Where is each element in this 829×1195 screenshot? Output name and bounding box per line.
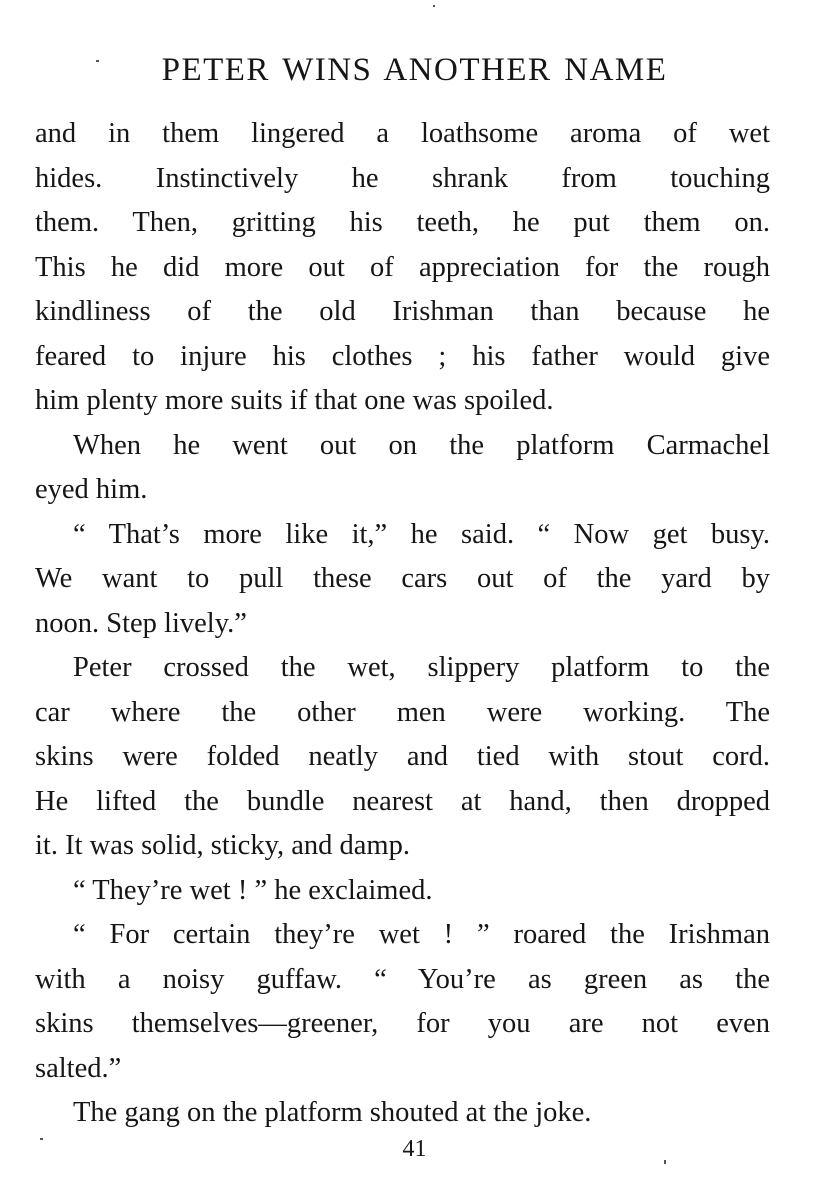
- text-line: “ They’re wet ! ” he exclaimed.: [73, 874, 433, 906]
- text-line: “ That’s more like it,” he said. “ Now get busy.: [73, 518, 770, 550]
- text-line: eyed him.: [35, 474, 148, 505]
- text-line: and in them lingered a loathsome aroma of wet: [35, 118, 770, 149]
- text-line: hides. Instinctively he shrank from touching: [35, 162, 770, 194]
- text-line: kindliness of the old Irishman than because he: [35, 296, 770, 327]
- text-line: it. It was solid, sticky, and damp.: [35, 830, 410, 861]
- text-line: with a noisy guffaw. “ You’re as green as the: [35, 963, 770, 995]
- text-line: noon. Step lively.”: [35, 607, 247, 639]
- text-line: them. Then, gritting his teeth, he put them on.: [35, 207, 770, 238]
- text-line: “ For certain they’re wet ! ” roared the Irishman: [73, 919, 770, 950]
- text-line: We want to pull these cars out of the yard by: [35, 563, 770, 594]
- text-line: skins themselves—greener, for you are not even: [35, 1008, 770, 1039]
- text-line: Peter crossed the wet, slippery platform to the: [73, 652, 770, 683]
- text-line: This he did more out of appreciation for the rough: [35, 251, 770, 283]
- text-line: him plenty more suits if that one was spoiled.: [35, 385, 554, 416]
- page-number: 41: [402, 1136, 427, 1162]
- text-line: car where the other men were working. The: [35, 696, 770, 728]
- text-line: He lifted the bundle nearest at hand, then dropped: [35, 785, 770, 817]
- text-line: When he went out on the platform Carmachel: [73, 429, 770, 461]
- text-line: salted.”: [35, 1052, 122, 1084]
- text-line: The gang on the platform shouted at the joke.: [73, 1097, 592, 1128]
- ink-speck: [433, 5, 435, 7]
- text-line: skins were folded neatly and tied with stout cord.: [35, 741, 770, 772]
- page-body-text: [35, 112, 770, 1136]
- text-line: feared to injure his clothes ; his father would give: [35, 340, 770, 372]
- running-header: PETER WINS ANOTHER NAME: [161, 52, 668, 88]
